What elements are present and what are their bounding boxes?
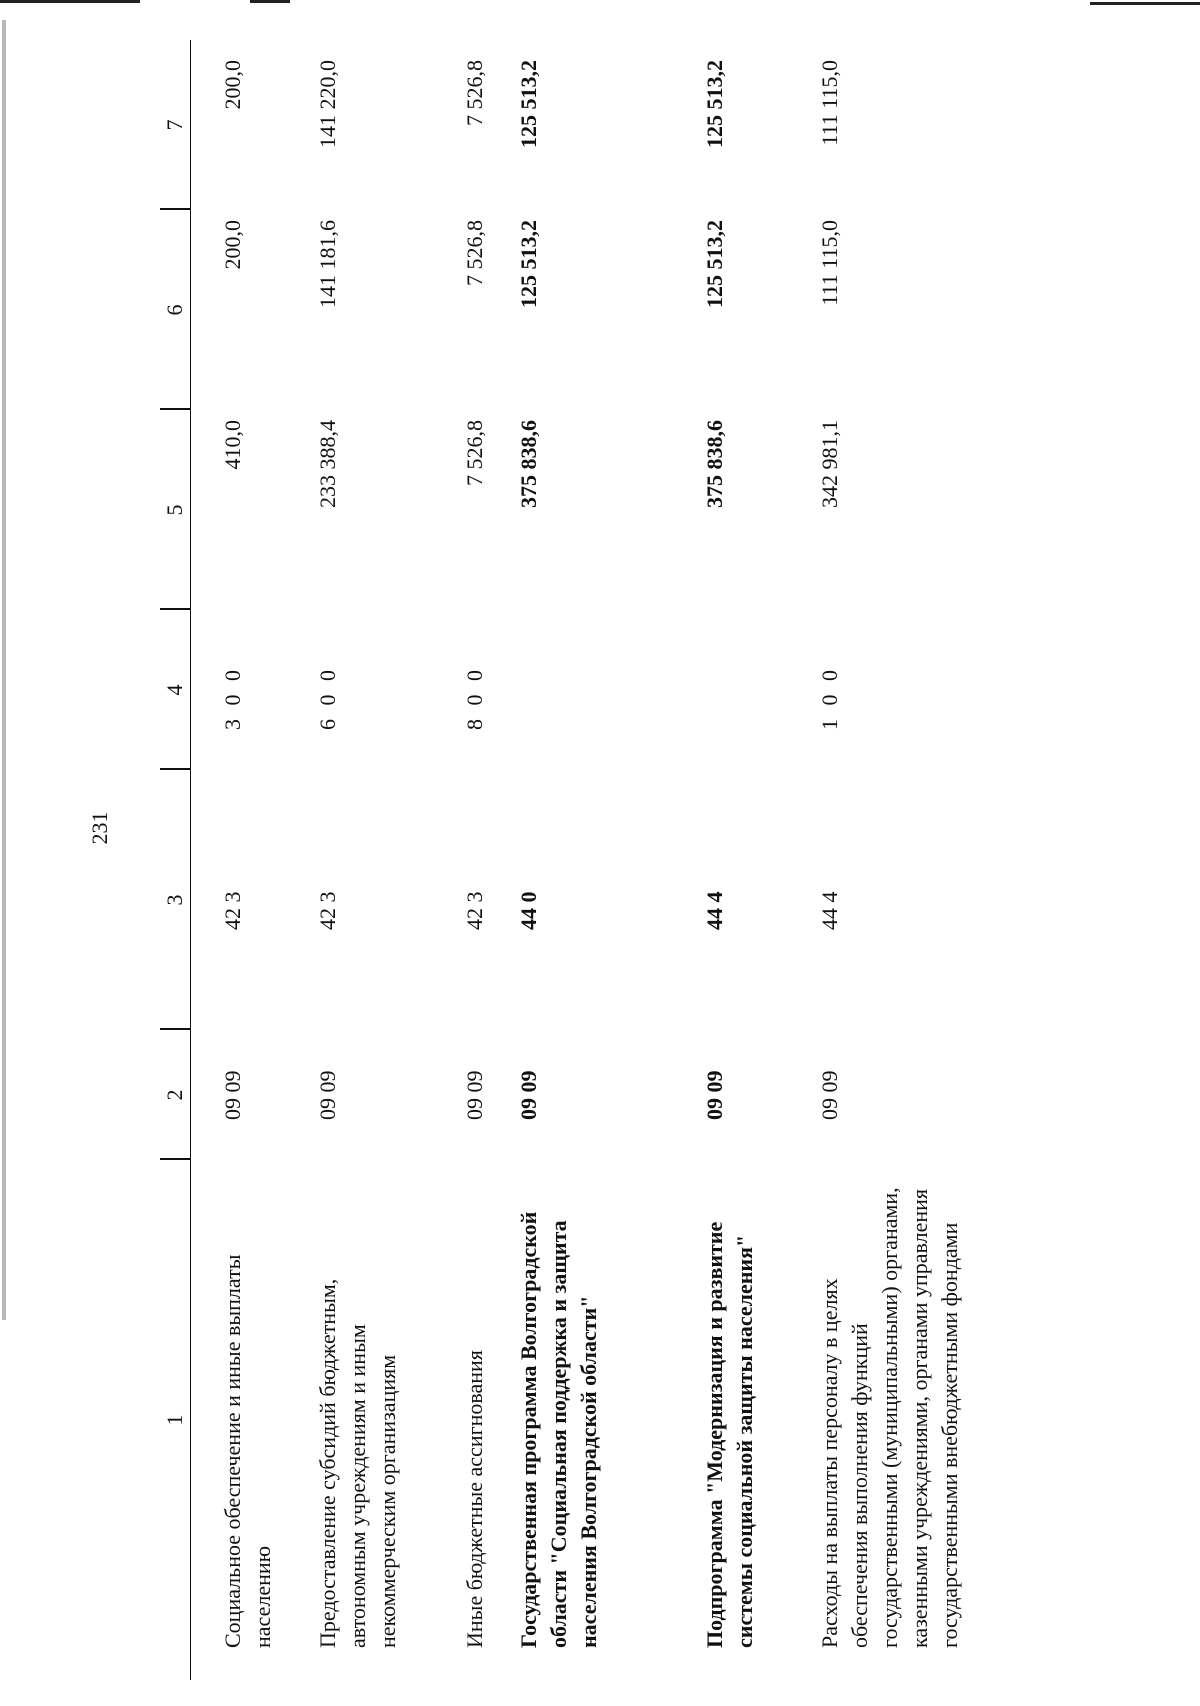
row-target-code: 42 3 xyxy=(462,891,487,930)
header-col-2: 2 xyxy=(162,1089,187,1101)
page-number: 231 xyxy=(87,811,112,845)
row-amount-7: 200,0 xyxy=(220,60,245,110)
row-amount-7: 125 513,2 xyxy=(516,60,541,148)
row-section: 09 09 xyxy=(462,1070,487,1120)
row-section: 09 09 xyxy=(516,1070,541,1120)
row-name: Государственная программа Волгоградской области "Социальная поддержка и защита населения Волгоградской области" xyxy=(516,1211,601,1648)
row-target-code: 42 3 xyxy=(315,891,340,930)
row-amount-5: 410,0 xyxy=(220,420,245,470)
row-amount-6: 141 181,6 xyxy=(315,220,340,308)
row-section: 09 09 xyxy=(220,1070,245,1120)
row-amount-6: 125 513,2 xyxy=(516,220,541,308)
row-section: 09 09 xyxy=(315,1070,340,1120)
row-type-code: 8 0 0 xyxy=(462,666,487,730)
table-header-row xyxy=(160,40,191,1680)
header-col-6: 6 xyxy=(162,304,187,316)
row-type-code: 3 0 0 xyxy=(220,666,245,730)
header-col-7: 7 xyxy=(162,119,187,131)
row-amount-7: 141 220,0 xyxy=(315,60,340,148)
row-section: 09 09 xyxy=(702,1070,727,1120)
row-amount-7: 111 115,0 xyxy=(817,60,842,146)
row-section: 09 09 xyxy=(817,1070,842,1120)
row-name: Предоставление субсидий бюджетным, автономным учреждениям и иным некоммерческим организациям xyxy=(315,1278,400,1648)
header-col-5: 5 xyxy=(162,504,187,516)
header-col-4: 4 xyxy=(162,684,187,696)
row-name: Социальное обеспечение и иные выплаты населению xyxy=(220,1254,275,1648)
rotated-table-wrapper xyxy=(160,40,962,1680)
row-amount-5: 7 526,8 xyxy=(462,420,487,486)
row-amount-6: 7 526,8 xyxy=(462,220,487,286)
header-col-1: 1 xyxy=(162,1414,187,1426)
budget-table xyxy=(160,40,962,1680)
row-amount-6: 111 115,0 xyxy=(817,220,842,306)
row-name: Иные бюджетные ассигнования xyxy=(462,1350,487,1648)
row-amount-5: 375 838,6 xyxy=(516,420,541,508)
row-name: Расходы на выплаты персоналу в целях обеспечения выполнения функций государственными (муниципальными) органами, казенными учреждениями, органами управления государственными внебюджетными фондами xyxy=(817,1187,962,1648)
row-type-code: 6 0 0 xyxy=(315,666,340,730)
row-amount-6: 125 513,2 xyxy=(702,220,727,308)
row-amount-7: 125 513,2 xyxy=(702,60,727,148)
row-amount-5: 233 388,4 xyxy=(315,420,340,508)
row-target-code: 44 4 xyxy=(702,891,727,930)
header-col-3: 3 xyxy=(162,894,187,906)
scan-artifact-top xyxy=(0,0,1200,22)
row-name: Подпрограмма "Модернизация и развитие системы социальной защиты населения" xyxy=(702,1221,757,1648)
row-amount-5: 375 838,6 xyxy=(702,420,727,508)
row-type-code: 1 0 0 xyxy=(817,666,842,730)
row-target-code: 44 4 xyxy=(817,891,842,930)
scan-artifact-left xyxy=(2,20,6,1320)
row-target-code: 44 0 xyxy=(516,891,541,930)
row-amount-6: 200,0 xyxy=(220,220,245,270)
row-target-code: 42 3 xyxy=(220,891,245,930)
row-amount-7: 7 526,8 xyxy=(462,60,487,126)
row-amount-5: 342 981,1 xyxy=(817,420,842,508)
